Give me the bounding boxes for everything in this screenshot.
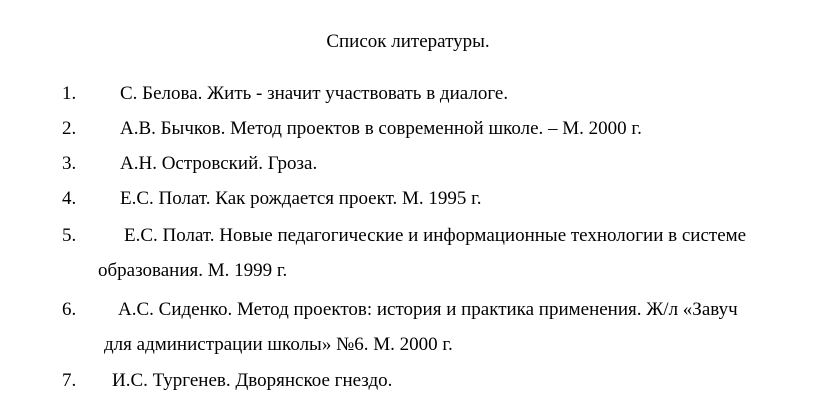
- item-number-1: 1.: [62, 83, 77, 104]
- reference-item-5-line-2: образования. М. 1999 г.: [98, 260, 288, 281]
- reference-item-6-line-1: А.С. Сиденко. Метод проектов: история и практика применения. Ж/л «Завуч: [118, 299, 738, 320]
- reference-item-6-line-2: для администрации школы» №6. М. 2000 г.: [104, 334, 453, 355]
- item-number-2: 2.: [62, 118, 77, 139]
- document-title: Список литературы.: [326, 31, 490, 52]
- reference-item-1: С. Белова. Жить - значит участвовать в диалоге.: [120, 83, 509, 104]
- item-number-5: 5.: [62, 225, 77, 246]
- reference-item-2: А.В. Бычков. Метод проектов в современной школе. – М. 2000 г.: [120, 118, 642, 139]
- reference-item-7: И.С. Тургенев. Дворянское гнездо.: [112, 370, 393, 391]
- reference-item-3: А.Н. Островский. Гроза.: [120, 153, 318, 174]
- item-number-6: 6.: [62, 299, 77, 320]
- item-number-4: 4.: [62, 188, 77, 209]
- item-number-3: 3.: [62, 153, 77, 174]
- reference-item-4: Е.С. Полат. Как рождается проект. М. 1995 г.: [120, 188, 482, 209]
- reference-item-5-line-1: Е.С. Полат. Новые педагогические и информационные технологии в системе: [124, 225, 747, 246]
- item-number-7: 7.: [62, 370, 77, 391]
